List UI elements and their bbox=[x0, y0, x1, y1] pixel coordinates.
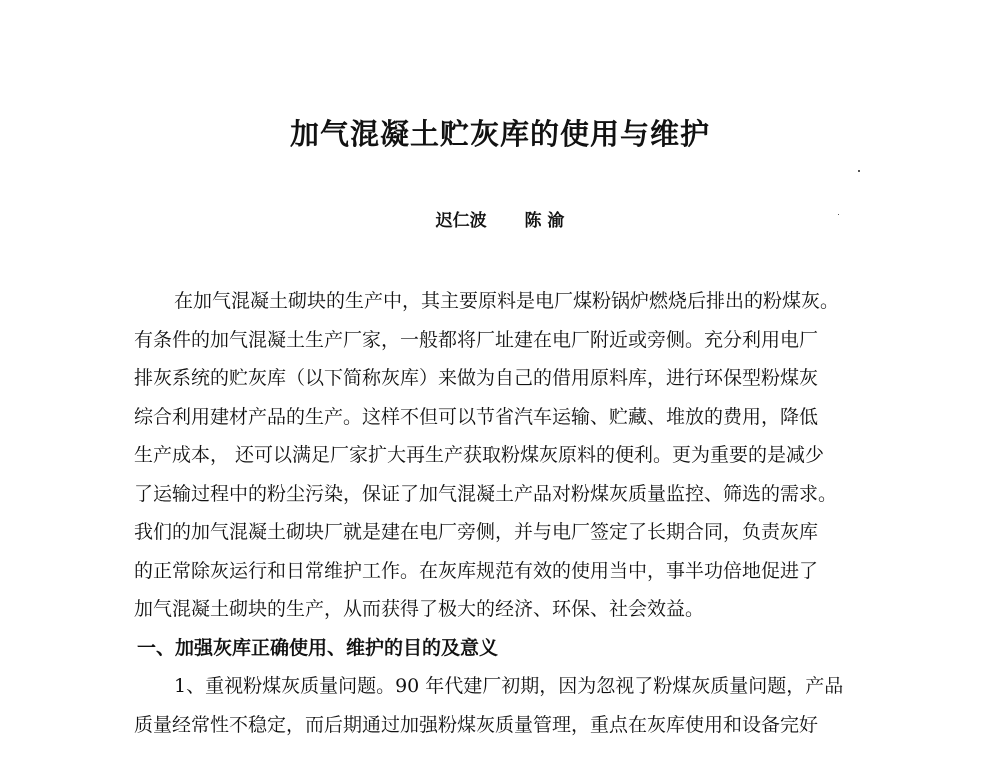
paragraph-line: 有条件的加气混凝土生产厂家，一般都将厂址建在电厂附近或旁侧。充分利用电厂 bbox=[134, 328, 819, 351]
paragraph-line: 生产成本， 还可以满足厂家扩大再生产获取粉煤灰原料的便利。更为重要的是减少 bbox=[134, 444, 825, 466]
paper-title: 加气混凝土贮灰库的使用与维护 bbox=[289, 117, 710, 151]
scan-speck bbox=[858, 170, 860, 172]
paragraph-line: 的正常除灰运行和日常维护工作。在灰库规范有效的使用当中，事半功倍地促进了 bbox=[134, 559, 819, 582]
paragraph-line: 我们的加气混凝土砌块厂就是建在电厂旁侧，并与电厂签定了长期合同，负责灰库 bbox=[134, 521, 819, 543]
scan-speck bbox=[838, 214, 839, 215]
body-text bbox=[134, 282, 874, 744]
author-line bbox=[0, 206, 1000, 231]
author-name: 陈 渝 bbox=[524, 211, 565, 231]
paragraph-line: 排灰系统的贮灰库（以下简称灰库）来做为自己的借用原料库，进行环保型粉煤灰 bbox=[134, 367, 819, 389]
section-heading: 一、加强灰库正确使用、维护的目的及意义 bbox=[137, 636, 499, 659]
paragraph-line: 加气混凝土砌块的生产，从而获得了极大的经济、环保、社会效益。 bbox=[134, 598, 705, 620]
paragraph-line: 了运输过程中的粉尘污染，保证了加气混凝土产品对粉煤灰质量监控、筛选的需求。 bbox=[134, 482, 838, 505]
paragraph-line: 质量经常性不稳定，而后期通过加强粉煤灰质量管理，重点在灰库使用和设备完好 bbox=[134, 713, 819, 736]
paragraph-line: 1、重视粉煤灰质量问题。90 年代建厂初期，因为忽视了粉煤灰质量问题，产品 bbox=[174, 675, 844, 697]
paragraph-line: 综合利用建材产品的生产。这样不但可以节省汽车运输、贮藏、堆放的费用，降低 bbox=[134, 405, 819, 428]
author-name: 迟仁波 bbox=[435, 211, 487, 231]
paragraph-line: 在加气混凝土砌块的生产中，其主要原料是电厂煤粉锅炉燃烧后排出的粉煤灰。 bbox=[174, 290, 840, 312]
